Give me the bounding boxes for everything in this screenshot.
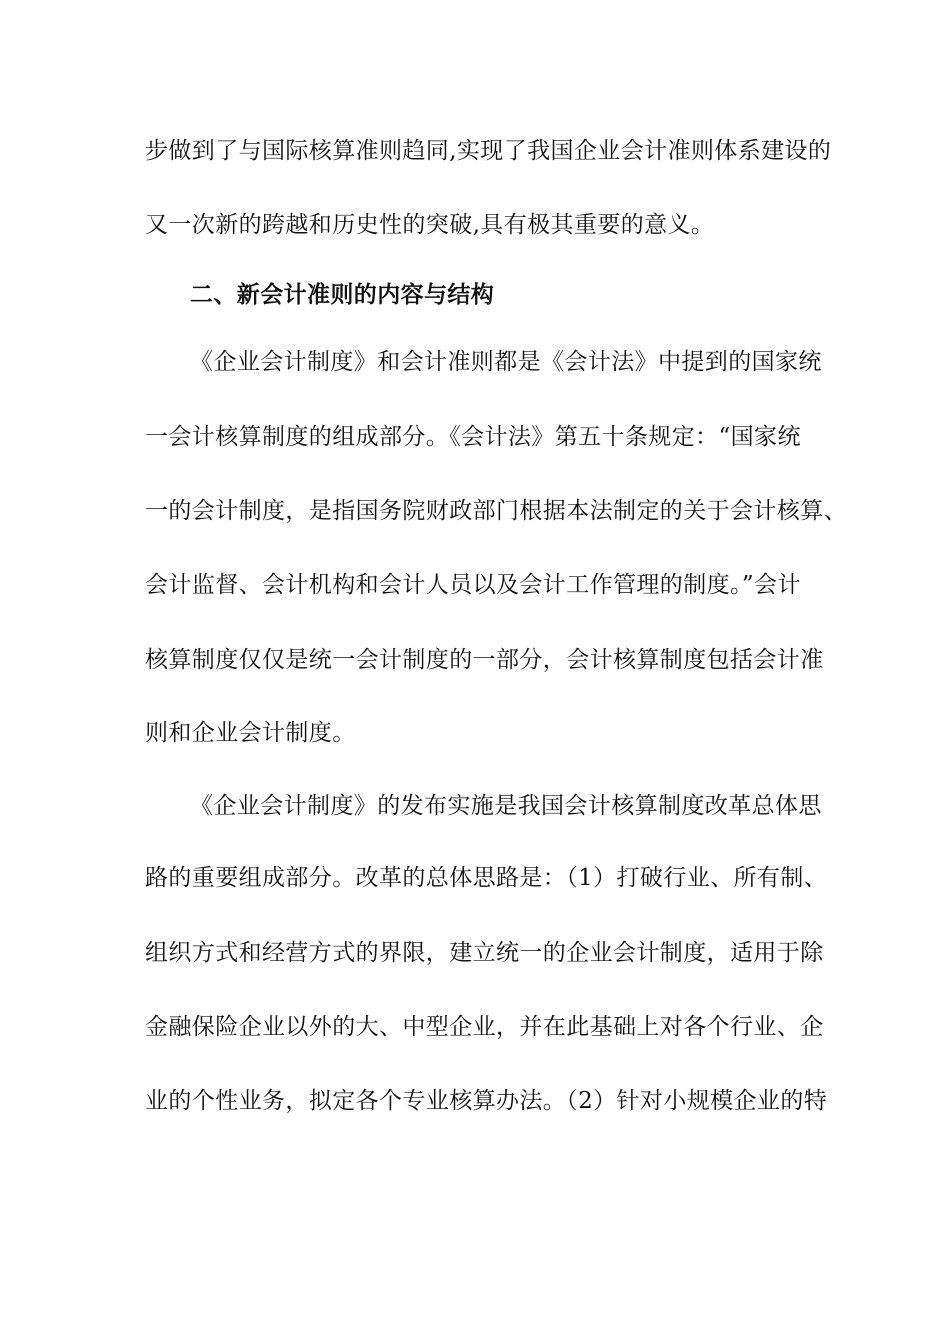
section-heading: 二、新会计准则的内容与结构: [190, 281, 495, 308]
paragraph-line: 路的重要组成部分。改革的总体思路是：（1）打破行业、所有制、: [145, 865, 828, 891]
paragraph-line: 业的个性业务，拟定各个专业核算办法。（2）针对小规模企业的特: [145, 1088, 828, 1114]
paragraph-line: 《企业会计制度》的发布实施是我国会计核算制度改革总体思: [190, 793, 822, 819]
paragraph-line: 又一次新的跨越和历史性的突破,具有极其重要的意义。: [145, 212, 715, 238]
paragraph-line: 则和企业会计制度。: [145, 720, 356, 746]
paragraph-line: 核算制度仅仅是统一会计制度的一部分，会计核算制度包括会计准: [145, 647, 824, 673]
paragraph-line: 步做到了与国际核算准则趋同,实现了我国企业会计准则体系建设的: [145, 138, 832, 164]
paragraph-line: 《企业会计制度》和会计准则都是《会计法》中提到的国家统: [190, 349, 822, 375]
paragraph-line: 一会计核算制度的组成部分。《会计法》第五十条规定：“国家统: [145, 424, 801, 450]
paragraph-line: 会计监督、会计机构和会计人员以及会计工作管理的制度。”会计: [145, 572, 801, 598]
paragraph-line: 一的会计制度，是指国务院财政部门根据本法制定的关于会计核算、: [145, 498, 847, 524]
paragraph-line: 组织方式和经营方式的界限，建立统一的企业会计制度，适用于除: [145, 940, 824, 966]
paragraph-line: 金融保险企业以外的大、中型企业，并在此基础上对各个行业、企: [145, 1014, 824, 1040]
